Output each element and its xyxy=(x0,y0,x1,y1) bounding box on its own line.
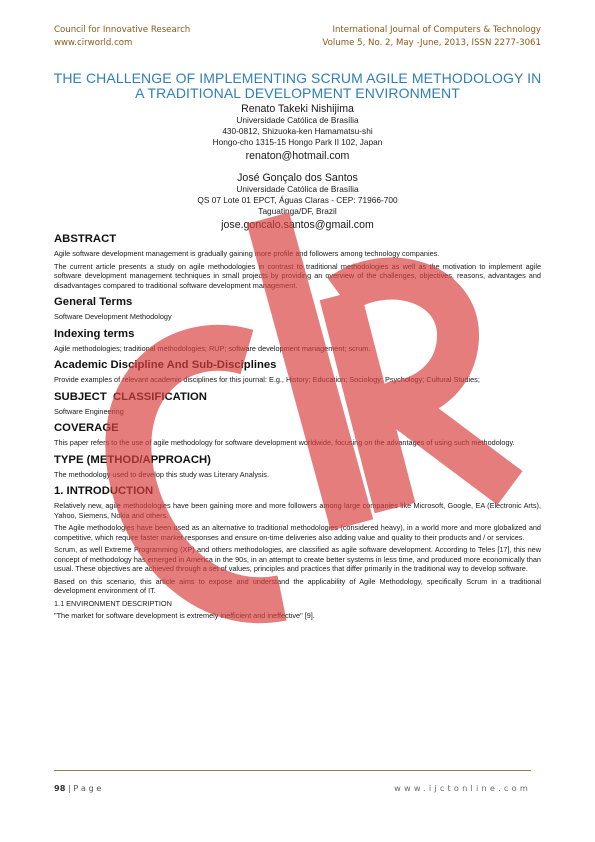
journal-name: International Journal of Computers & Technology xyxy=(332,25,541,35)
author-address: Hongo-cho 1315-15 Hongo Park II 102, Japan xyxy=(212,137,383,148)
paragraph: Agile software development management is gradually gaining more profile and followers among technology companies. xyxy=(54,249,440,258)
publisher-website: www.cirworld.com xyxy=(54,38,133,48)
journal-issue: Volume 5, No. 2, May -June, 2013, ISSN 2277-3061 xyxy=(322,38,541,48)
type-section xyxy=(54,453,541,480)
subject-section xyxy=(54,390,541,417)
paragraph: This paper refers to the use of agile methodology for software development worldwide, focusing on the advantages of using such methodology. xyxy=(54,438,515,447)
author-address: QS 07 Lote 01 EPCT, Águas Claras - CEP: 71966-700 xyxy=(197,195,398,206)
paper-title-line-2: A TRADITIONAL DEVELOPMENT ENVIRONMENT xyxy=(135,85,460,101)
author-name: José Gonçalo dos Santos xyxy=(237,172,358,184)
section-heading: Academic Discipline And Sub-Disciplines xyxy=(54,359,277,371)
section-heading: COVERAGE xyxy=(54,422,119,434)
author-name: Renato Takeki Nishijima xyxy=(241,103,354,115)
author-address: Taguatinga/DF, Brazil xyxy=(258,206,337,217)
abstract-section xyxy=(54,232,541,290)
author-affiliation: Universidade Católica de Brasília xyxy=(236,115,359,125)
paragraph: Relatively new, agile methodologies have been gaining more and more followers among large companies like Microsoft, Google, EA (Electronic Arts), Yahoo, Siemens, Nokia and others. xyxy=(54,501,541,520)
publisher-name: Council for Innovative Research xyxy=(54,25,191,35)
author-email: renaton@hotmail.com xyxy=(245,149,350,162)
author-block-1 xyxy=(0,103,595,163)
paragraph: Scrum, as well Extreme Programming (XP) and others methodologies, are classified as agile software development. According to Teles [17], this new concept of methodology has emerged in America in the 90s, in an attempt to create better systems in less time, and produced more economically than usual. These objectives are achieved through a set of values, principles and practices that differ primarily in the traditional way to develop software. xyxy=(54,545,541,573)
section-heading: ABSTRACT xyxy=(54,233,117,245)
subsection-heading: 1.1 ENVIRONMENT DESCRIPTION xyxy=(54,598,172,608)
page-number xyxy=(54,783,101,793)
paper-title xyxy=(40,71,555,101)
author-email: jose.goncalo.santos@gmail.com xyxy=(221,218,374,231)
paragraph: Based on this scenario, this article aims to expose and understand the applicability of Agile Methodology, specifically Scrum in a traditional development environment of IT. xyxy=(54,576,541,595)
discipline-section xyxy=(54,358,541,385)
paper-title-line-1: THE CHALLENGE OF IMPLEMENTING SCRUM AGILE METHODOLOGY IN xyxy=(53,70,542,86)
indexing-terms-section xyxy=(54,327,541,354)
author-address: 430-0812, Shizuoka-ken Hamamatsu-shi xyxy=(222,126,373,137)
paragraph: The current article presents a study on agile methodologies in contrast to traditional methodologies as well as the motivation to implement agile software development management techniques in small projects by providing an overview of the challenges, objectives, reasons, advantages and disadvantages compared to traditional software development management. xyxy=(54,261,541,290)
paragraph: The Agile methodologies have been used as an alternative to traditional methodologies (considered heavy), in a world more and more globalized and competitive, which require faster market responses and ensure on-time deliveries also adding value and quality to their products and / or services. xyxy=(54,523,541,542)
paragraph: Software Development Methodology xyxy=(54,312,172,321)
paragraph: "The market for software development is extremely inefficient and ineffective" [9]. xyxy=(54,611,315,620)
section-heading: 1. INTRODUCTION xyxy=(54,485,154,497)
general-terms-section xyxy=(54,295,541,322)
page-label: | P a g e xyxy=(68,783,102,793)
paper-body xyxy=(54,232,541,626)
introduction-section xyxy=(54,484,541,621)
paragraph: The methodology used to develop this study was Literary Analysis. xyxy=(54,469,269,479)
journal-site-link[interactable]: www.ijctonline.com xyxy=(394,783,531,793)
section-heading: SUBJECT CLASSIFICATION xyxy=(54,390,207,403)
coverage-section xyxy=(54,421,541,448)
page-number-value: 98 xyxy=(54,783,66,793)
paragraph: Provide examples of relevant academic disciplines for this journal: E.g., History; Education; Sociology; Psychology; Cultural Studies; xyxy=(54,375,480,384)
page-footer xyxy=(54,770,531,793)
author-affiliation: Universidade Católica de Brasília xyxy=(236,184,359,194)
section-heading: General Terms xyxy=(54,296,133,308)
section-heading: TYPE (METHOD/APPROACH) xyxy=(54,453,211,466)
author-block-2 xyxy=(0,172,595,232)
paragraph: Agile methodologies; traditional methodologies; RUP; software development management; scrum. xyxy=(54,343,371,353)
section-heading: Indexing terms xyxy=(54,327,135,340)
paragraph: Software Engineering xyxy=(54,406,124,416)
